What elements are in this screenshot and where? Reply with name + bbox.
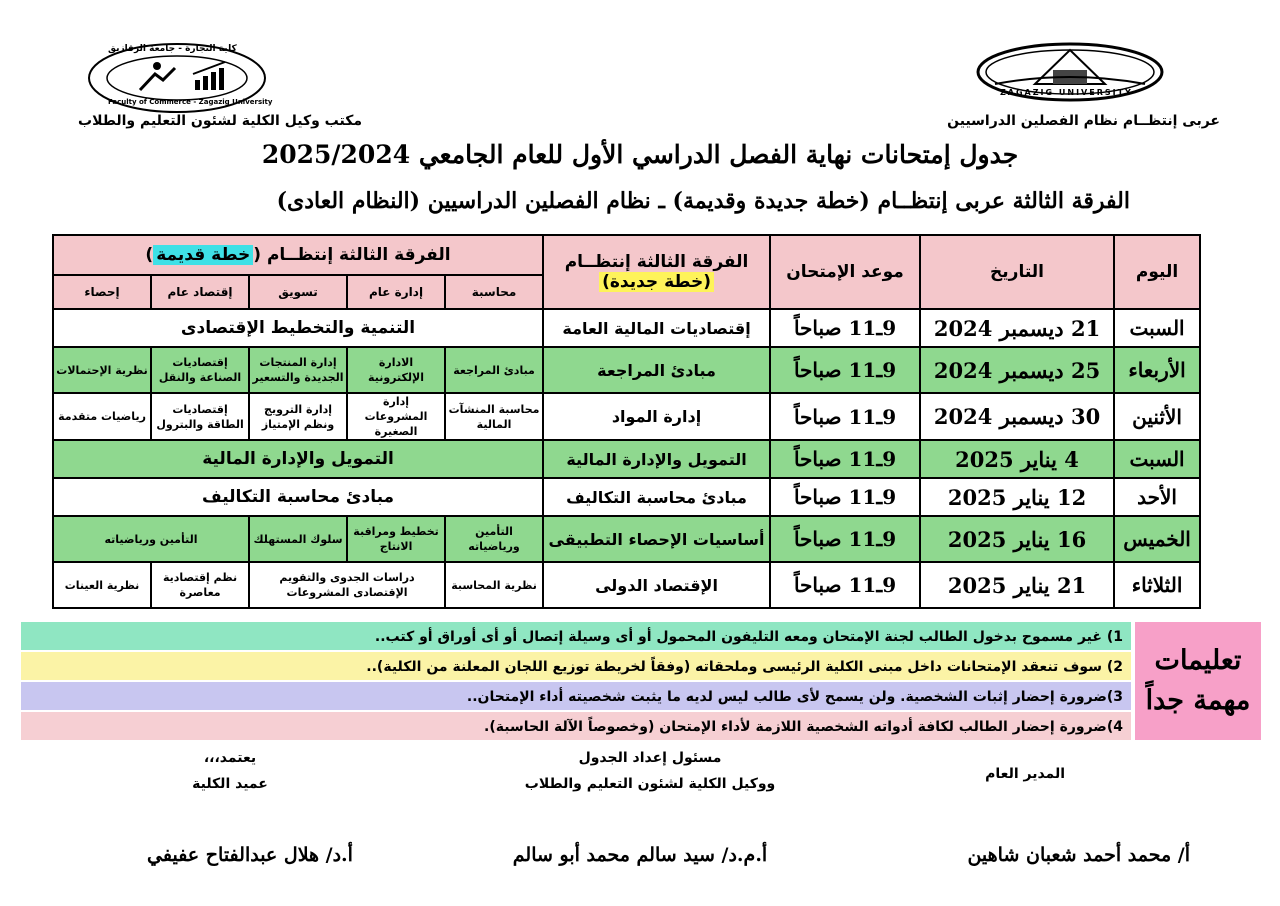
page-subtitle-system: (النظام العادى): [276, 188, 421, 214]
table-header-row: [53, 235, 1200, 275]
row-new-plan-subject: إدارة المواد: [543, 393, 770, 440]
instructions-label: [1135, 622, 1261, 740]
gm-title: المدير العام: [985, 766, 1065, 782]
row-old-economics: إقتصاديات الصناعة والنقل: [151, 347, 249, 393]
table-row: [53, 393, 1200, 440]
row-time: 9ـ11 صباحاً: [770, 516, 920, 562]
row-date: 12 يناير 2025: [920, 478, 1114, 516]
row-old-statistics: رياضيات متقدمة: [53, 393, 151, 440]
row-old-marketing: سلوك المستهلك: [249, 516, 347, 562]
row-old-marketing: إدارة المنتجات الجديدة والتسعير: [249, 347, 347, 393]
row-old-accounting: نظرية المحاسبة: [445, 562, 543, 608]
dean-name: أ.د/ هلال عبدالفتاح عفيفي: [147, 844, 353, 866]
row-old-plan-merged: مبادئ محاسبة التكاليف: [53, 478, 543, 516]
old-plan-close: ): [145, 245, 154, 265]
row-time: 9ـ11 صباحاً: [770, 347, 920, 393]
university-logo-text: ZAGAZIG UNIVERSITY: [1000, 88, 1133, 97]
row-time: 9ـ11 صباحاً: [770, 440, 920, 478]
faculty-logo-text: كلية التجارة - جامعة الزقازيق: [108, 44, 237, 54]
prep-name: أ.م.د/ سيد سالم محمد أبو سالم: [512, 844, 768, 866]
dean-title-2: عميد الكلية: [192, 776, 268, 792]
table-row: [53, 516, 1200, 562]
old-plan-label: خطة قديمة: [153, 245, 253, 265]
col-header-day: اليوم: [1114, 235, 1200, 309]
new-plan-label: (خطة جديدة): [599, 272, 714, 292]
prep-title-1: مسئول إعداد الجدول: [578, 750, 722, 766]
division-accounting: محاسبة: [445, 275, 543, 309]
row-date: 21 يناير 2025: [920, 562, 1114, 608]
row-old-plan-merged: التمويل والإدارة المالية: [53, 440, 543, 478]
row-date: 30 ديسمبر 2024: [920, 393, 1114, 440]
row-time: 9ـ11 صباحاً: [770, 562, 920, 608]
row-old-statistics: نظرية العينات: [53, 562, 151, 608]
page-subtitle-main: الفرقة الثالثة عربى إنتظــام (خطة جديدة وقديمة) ـ نظام الفصلين الدراسيين: [427, 188, 1130, 214]
division-general-management: إدارة عام: [347, 275, 445, 309]
row-date: 21 ديسمبر 2024: [920, 309, 1114, 347]
row-old-marketing: إدارة الترويج ونظم الإمتياز: [249, 393, 347, 440]
instruction-item: 3)ضرورة إحضار إثبات الشخصية. ولن يسمح لأى طالب ليس لديه ما يثبت شخصيته أداء الإمتحان..: [20, 681, 1132, 711]
row-day: السبت: [1114, 440, 1200, 478]
prep-title-2: ووكيل الكلية لشئون التعليم والطلاب: [524, 776, 776, 792]
instruction-item: 2) سوف تنعقد الإمتحانات داخل مبنى الكلية الرئيسى وملحقاته (وفقاً لخريطة توزيع اللجان المعلنة من الكلية)..: [20, 651, 1132, 681]
right-header-org: عربى إنتظــام نظام الفصلين الدراسيين: [947, 113, 1220, 129]
row-new-plan-subject: مبادئ محاسبة التكاليف: [543, 478, 770, 516]
row-old-management: إدارة المشروعات الصغيرة: [347, 393, 445, 440]
table-row: [53, 309, 1200, 347]
table-row: [53, 347, 1200, 393]
col-header-old-plan: [53, 235, 543, 275]
row-old-management-marketing: دراسات الجدوى والتقويم الإقتصادى المشروعات: [249, 562, 445, 608]
instruction-item: 1) غير مسموح بدخول الطالب لجنة الإمتحان ومعه التليفون المحمول أو أى وسيلة إتصال أو أى أوراق أو كتب..: [20, 621, 1132, 651]
division-statistics: إحصاء: [53, 275, 151, 309]
col-header-time: موعد الإمتحان: [770, 235, 920, 309]
col-header-date: التاريخ: [920, 235, 1114, 309]
row-old-management: تخطيط ومراقبة الانتاج: [347, 516, 445, 562]
row-old-plan-merged: التنمية والتخطيط الإقتصادى: [53, 309, 543, 347]
division-marketing: تسويق: [249, 275, 347, 309]
row-old-accounting: محاسبة المنشآت المالية: [445, 393, 543, 440]
table-row: [53, 440, 1200, 478]
row-old-economics-statistics: التأمين ورياضياته: [53, 516, 249, 562]
gm-name: أ/ محمد أحمد شعبان شاهين: [967, 844, 1190, 866]
row-time: 9ـ11 صباحاً: [770, 478, 920, 516]
table-row: [53, 562, 1200, 608]
page-subtitle: [60, 188, 1130, 214]
instructions-label-text: تعليمات مهمة جداً: [1145, 645, 1251, 716]
instructions-list: [20, 621, 1132, 741]
row-time: 9ـ11 صباحاً: [770, 393, 920, 440]
row-old-economics: إقتصاديات الطاقة والبترول: [151, 393, 249, 440]
row-day: الأثنين: [1114, 393, 1200, 440]
row-new-plan-subject: التمويل والإدارة المالية: [543, 440, 770, 478]
faculty-logo-subtext: Faculty of Commerce - Zagazig University: [108, 98, 273, 106]
old-plan-title: الفرقة الثالثة إنتظــام (: [253, 245, 451, 265]
row-new-plan-subject: إقتصاديات المالية العامة: [543, 309, 770, 347]
row-new-plan-subject: أساسيات الإحصاء التطبيقى: [543, 516, 770, 562]
row-old-management: الادارة الإلكترونية: [347, 347, 445, 393]
row-day: الخميس: [1114, 516, 1200, 562]
row-date: 4 يناير 2025: [920, 440, 1114, 478]
table-row: [53, 478, 1200, 516]
row-new-plan-subject: مبادئ المراجعة: [543, 347, 770, 393]
row-old-economics: نظم إقتصادية معاصرة: [151, 562, 249, 608]
row-old-statistics: نظرية الإحتمالات: [53, 347, 151, 393]
page-title: جدول إمتحانات نهاية الفصل الدراسي الأول للعام الجامعي 2025/2024: [261, 140, 1019, 169]
left-header-org: مكتب وكيل الكلية لشئون التعليم والطلاب: [78, 113, 363, 129]
row-new-plan-subject: الإقتصاد الدولى: [543, 562, 770, 608]
row-time: 9ـ11 صباحاً: [770, 309, 920, 347]
row-day: الثلاثاء: [1114, 562, 1200, 608]
row-old-accounting: مبادئ المراجعة: [445, 347, 543, 393]
row-day: الأربعاء: [1114, 347, 1200, 393]
row-day: السبت: [1114, 309, 1200, 347]
exam-schedule-table: [52, 234, 1201, 609]
dean-title-1: يعتمد،،،: [203, 750, 257, 766]
new-plan-title: الفرقة الثالثة إنتظــام: [564, 252, 749, 272]
col-header-new-plan: [543, 235, 770, 309]
row-day: الأحد: [1114, 478, 1200, 516]
row-date: 16 يناير 2025: [920, 516, 1114, 562]
instruction-item: 4)ضرورة إحضار الطالب لكافة أدواته الشخصية اللازمة لأداء الإمتحان (وخصوصاً الآلة الحاسبة).: [20, 711, 1132, 741]
row-old-accounting: التأمين ورياضياته: [445, 516, 543, 562]
division-economics: إقتصاد عام: [151, 275, 249, 309]
row-date: 25 ديسمبر 2024: [920, 347, 1114, 393]
